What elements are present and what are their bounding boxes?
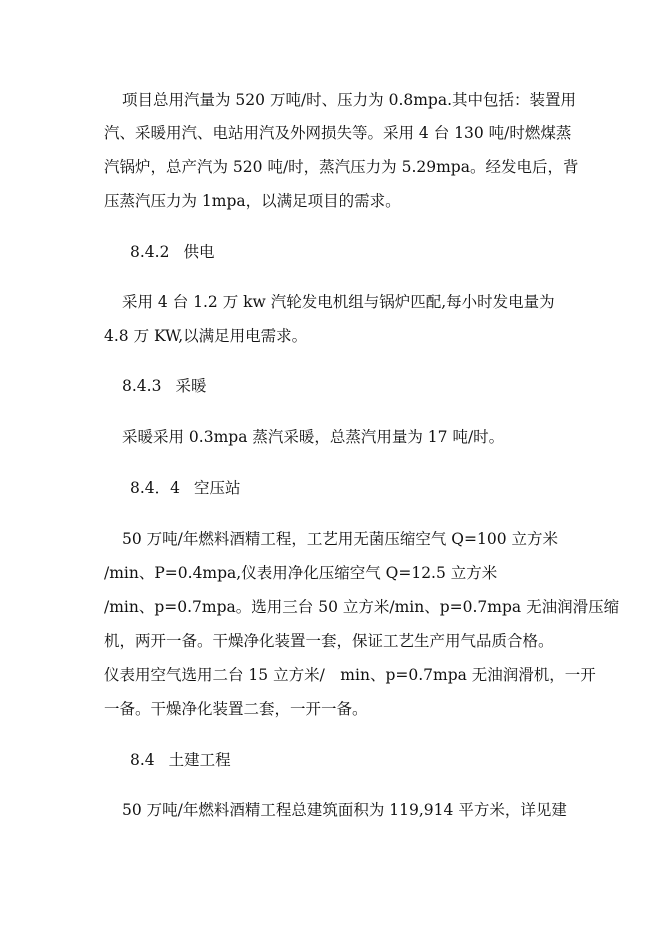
section-number: 8.4 (130, 751, 155, 769)
section-title: 供电 (183, 243, 215, 261)
section-number: 8.4．4 (130, 479, 181, 497)
section-title: 土建工程 (168, 751, 231, 769)
paragraph-line: /min、p=0.7mpa。选用三台 50 立方米/min、p=0.7mpa 无油润滑压缩 (104, 598, 620, 616)
paragraph-line: 汽锅炉，总产汽为 520 吨/时，蒸汽压力为 5.29mpa。经发电后，背 (104, 158, 579, 176)
section-number: 8.4.3 (122, 377, 162, 395)
paragraph-line: 压蒸汽压力为 1mpa，以满足项目的需求。 (104, 192, 401, 210)
section-heading-civil-engineering (130, 750, 231, 770)
paragraph-line: 50 万吨/年燃料酒精工程，工艺用无菌压缩空气 Q=100 立方米 (122, 530, 559, 548)
paragraph-line: 项目总用汽量为 520 万吨/时、压力为 0.8mpa.其中包括：装置用 (122, 91, 577, 109)
paragraph-line: 4.8 万 KW,以满足用电需求。 (104, 327, 308, 345)
section-heading-power-supply (130, 242, 214, 262)
paragraph-line: 汽、采暖用汽、电站用汽及外网损失等。采用 4 台 130 吨/时燃煤蒸 (104, 124, 572, 142)
section-heading-air-compressor (130, 478, 241, 498)
section-heading-heating (122, 376, 206, 396)
paragraph-line: 仪表用空气选用二台 15 立方米/ min、p=0.7mpa 无油润滑机，一开 (104, 666, 596, 684)
paragraph-line: 采暖采用 0.3mpa 蒸汽采暖，总蒸汽用量为 17 吨/时。 (122, 428, 505, 446)
section-title: 空压站 (194, 479, 241, 497)
paragraph-line: 机，两开一备。干燥净化装置一套，保证工艺生产用气品质合格。 (104, 632, 554, 650)
section-number: 8.4.2 (130, 243, 170, 261)
paragraph-line: 50 万吨/年燃料酒精工程总建筑面积为 119,914 平方米，详见建 (122, 801, 567, 819)
paragraph-line: /min、P=0.4mpa,仪表用净化压缩空气 Q=12.5 立方米 (104, 564, 498, 582)
paragraph-line: 采用 4 台 1.2 万 kw 汽轮发电机组与锅炉匹配,每小时发电量为 (122, 293, 555, 311)
paragraph-line: 一备。干燥净化装置二套，一开一备。 (104, 700, 368, 718)
section-title: 采暖 (175, 377, 207, 395)
